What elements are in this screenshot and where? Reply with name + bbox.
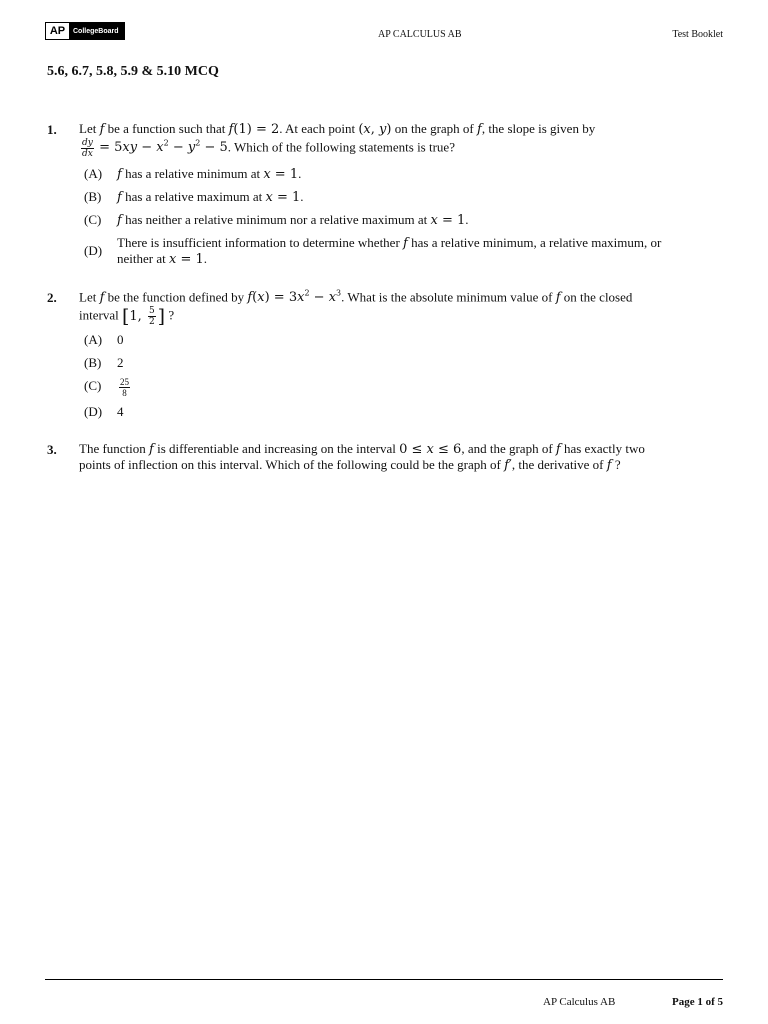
question-1-option-b[interactable]: (B) f has a relative maximum at x = 1. xyxy=(84,189,304,205)
question-1-option-c[interactable]: (C) f has neither a relative minimum nor a relative maximum at x = 1. xyxy=(84,212,469,228)
ap-collegeboard-logo xyxy=(45,22,125,40)
question-2-option-a[interactable]: (A) 0 xyxy=(84,332,124,347)
footer-page-number: Page 1 of 5 xyxy=(671,996,723,1008)
header-booklet-label: Test Booklet xyxy=(672,29,723,40)
question-3-number: 3. xyxy=(47,442,57,457)
page-title: 5.6, 6.7, 5.8, 5.9 & 5.10 MCQ xyxy=(47,64,219,79)
collegeboard-logo-text: CollegeBoard xyxy=(73,27,119,35)
dy-dx-fraction: $\frac{dy}{dx}$ xyxy=(82,138,93,159)
fraction-25-over-8: $\frac{25}{8}$ xyxy=(120,377,129,398)
question-1-option-d[interactable]: (D) xyxy=(84,243,103,258)
question-2-option-d[interactable]: (D) 4 xyxy=(84,404,124,419)
question-1-stem-line-1: Let f be a function such that f(1) = 2. At each point (x, y) on the graph of f, the slope is given by xyxy=(79,121,596,137)
question-3-stem-line-1: The function f is differentiable and increasing on the interval 0 ≤ x ≤ 6, and the graph of f has exactly two xyxy=(79,441,645,457)
footer-course-label: AP Calculus AB xyxy=(543,996,616,1008)
footer-divider xyxy=(45,979,723,980)
question-2-option-c[interactable]: (C) $\frac{25}{8}$ xyxy=(84,377,129,398)
question-2-option-b[interactable]: (B) 2 xyxy=(84,355,124,370)
question-1-option-a[interactable]: (A) f has a relative minimum at x = 1. xyxy=(84,166,302,182)
header-title: AP CALCULUS AB xyxy=(378,29,462,40)
question-1-option-d-text-line-2: neither at x = 1. xyxy=(117,251,208,267)
question-1-number: 1. xyxy=(47,122,57,137)
ap-logo-mark: AP xyxy=(46,23,69,39)
question-2-stem-line-1: Let f be the function defined by $f(x) = 3x^2 - x^3$. What is the absolute minimum value of f on the closed xyxy=(79,289,633,306)
question-1-stem-line-2: $\frac{dy}{dx}$ = $5xy - x^2 - y^2 - 5$. Which of the following statements is true? xyxy=(82,138,455,159)
question-2-number: 2. xyxy=(47,290,57,305)
question-2-stem-line-2: interval [1, $\frac{5}{2}$ ] ? xyxy=(79,305,175,327)
question-3-stem-line-2: points of inflection on this interval. Which of the following could be the graph of f′, the derivative of f ? xyxy=(79,457,621,473)
question-1-option-d-text-line-1: There is insufficient information to determine whether f has a relative minimum, a relative maximum, or xyxy=(117,235,662,251)
